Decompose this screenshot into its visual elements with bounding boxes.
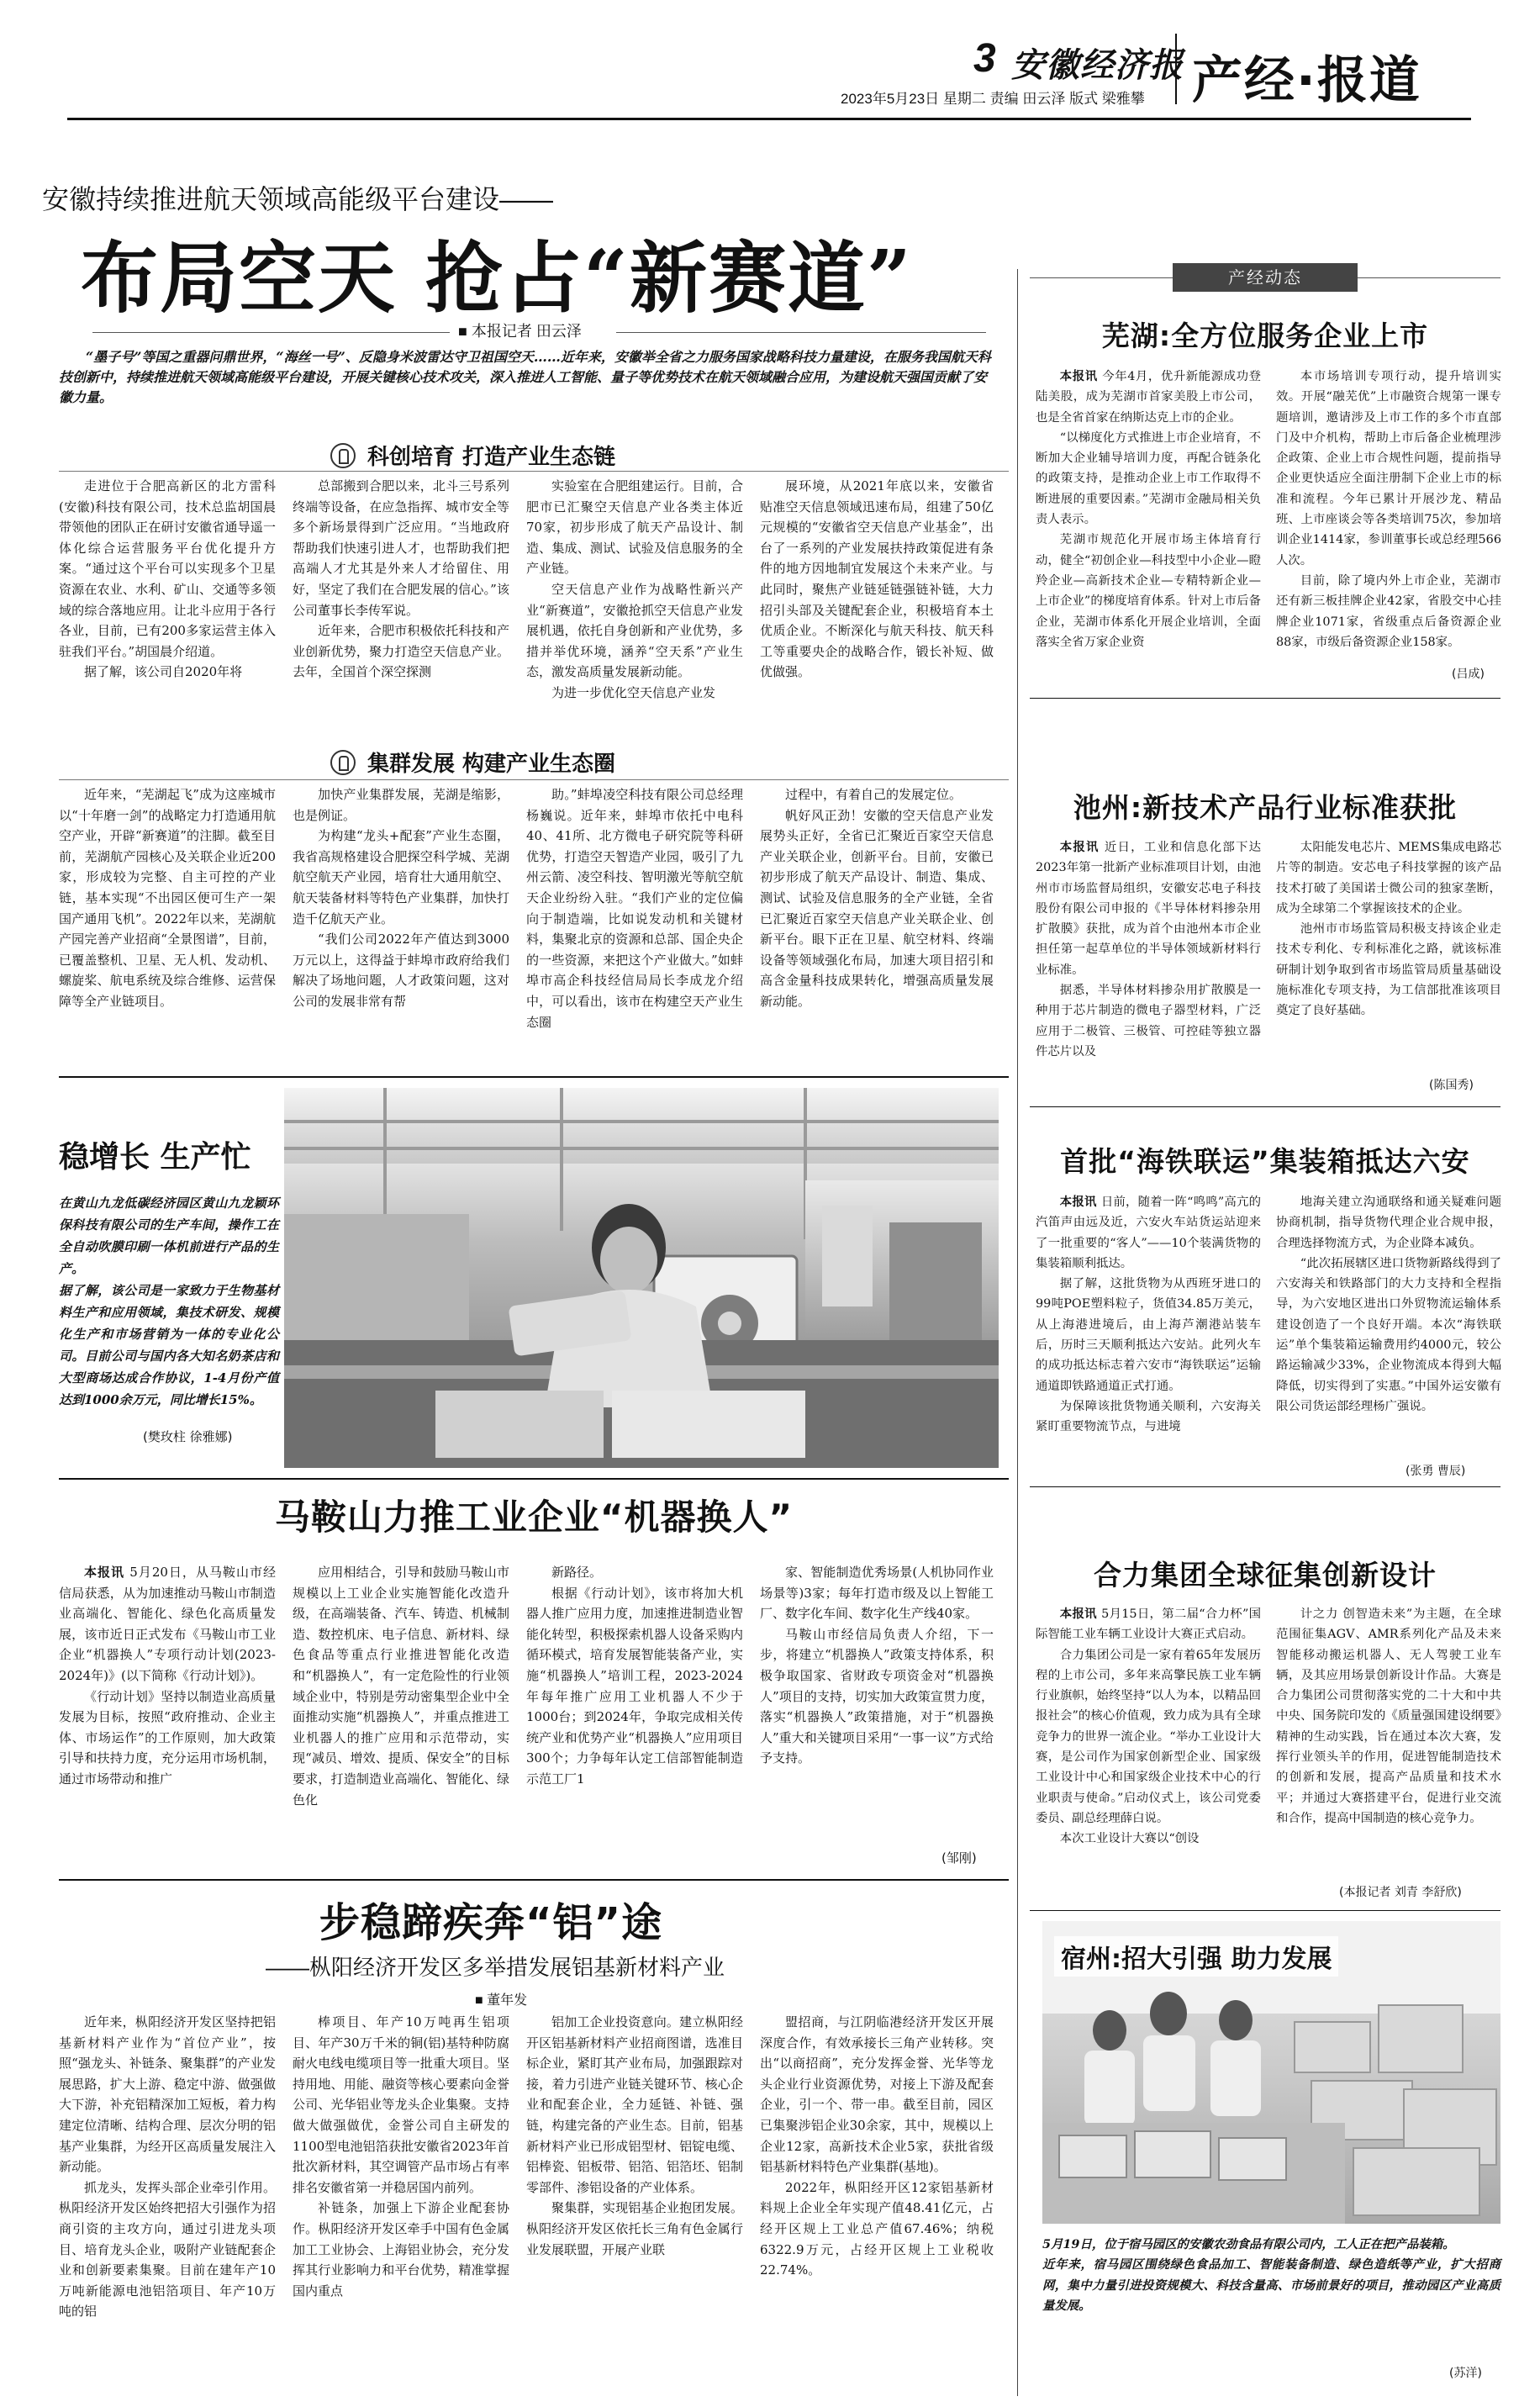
paragraph: 根据《行动计划》，该市将加大机器人推广应用力度，加速推进制造业智能化转型，积极探索机器人设备采购内循环模式，培育发展智能装备产业，实施“机器换人”培训工程，2023-2024年每年推广应用工业机器人不少于1000台；到2024年，争取完成相关传统产业和优势产业“机器换人”应用项目300个；力争每年认定工信部智能制造示范工厂1 bbox=[526, 1585, 743, 1787]
paragraph: 本报讯 近日，工业和信息化部下达2023年第一批新产业标准项目计划，由池州市市场监督局组织，安徽安芯电子科技股份有限公司申报的《半导体材料掺杂用扩散膜》获批，成为首个由池州本市企业担任第一起草单位的半导体领域新材料行业标准。 bbox=[1036, 841, 1261, 977]
wuhu-headline: 芜湖:全方位服务企业上市 bbox=[1101, 319, 1429, 352]
paragraph: 补链条，加强上下游企业配套协作。枞阳经济开发区牵手中国有色金属加工工业协会、上海铝业协会，充分发挥其行业影响力和平台优势，精准掌握国内重点 bbox=[293, 2200, 509, 2299]
aluminum-byline: ■ 董年发 bbox=[475, 1993, 528, 2008]
aluminum-col-2 bbox=[293, 2012, 509, 2399]
haitie-headline: 首批“海铁联运”集装箱抵达六安 bbox=[1060, 1145, 1470, 1178]
top-sci-col-2 bbox=[293, 476, 509, 723]
aluminum-col-1 bbox=[59, 2012, 276, 2399]
paragraph: 抓龙头，发挥头部企业牵引作用。枞阳经济开发区始终把招大引强作为招商引资的主攻方向，通过引进龙头项目、培育龙头企业，吸附产业链配套企业和创新要素集聚。目前在建年产10万吨新能源电池铝箔项目、年产10万吨的铝 bbox=[59, 2179, 276, 2320]
top-lead: “墨子号”等国之重器问鼎世界，“海丝一号”、反隐身米波雷达守卫祖国空天……近年来，安徽举全省之力服务国家战略科技力量建设，在服务我国航天科技创新中，持续推进航天领域高能级平台建设，开展关键核心技术攻关，深入推进人工智能、量子等优势技术在航天领域融合应用，为建设航天强国贡献了安徽力量。 bbox=[59, 349, 991, 405]
hefei-credit: (本报记者 刘青 李舒欣) bbox=[1339, 1886, 1462, 1899]
aluminum-headline: 步稳蹄疾奔“铝”途 bbox=[319, 1899, 663, 1946]
factory-photo bbox=[284, 1088, 999, 1468]
paragraph: 实验室在合肥组建运行。目前，合肥市已汇聚空天信息产业各类主体近70家，初步形成了航天产品设计、制造、集成、测试、试验及信息服务的全产业链。 bbox=[526, 478, 743, 577]
paragraph: “此次拓展辖区进口货物新路线得到了六安海关和铁路部门的大力支持和全程指导，为六安地区进出口外贸物流运输体系建设创造了一个良好开端。本次“海铁联运”单个集装箱运输费用约4000元，较公路运输减少33%，企业物流成本得到大幅降低，切实得到了实惠。”中国外运安徽有限公司货运部经理杨广强说。 bbox=[1276, 1256, 1501, 1413]
masthead bbox=[0, 0, 1540, 118]
paragraph: 近年来，“芜湖起飞”成为这座城市以“十年磨一剑”的战略定力打造通用航空产业，开辟“新赛道”的注脚。截至目前，芜湖航产园核心及关联企业近200家，形成较为完整、自主可控的产业链，基本实现“不出园区便可生产一架国产通用飞机”。2022年以来，芜湖航产园完善产业招商“全景图谱”，目前，已覆盖整机、卫星、无人机、发动机、螺旋桨、航电系统及综合维修、运营保障等全产业链项目。 bbox=[59, 787, 276, 1009]
suzhou-credit: (苏洋) bbox=[1449, 2367, 1482, 2380]
paragraph: 本报讯 5月20日，从马鞍山市经信局获悉，从为加速推动马鞍山市制造业高端化、智能化、绿色化高质量发展，该市近日正式发布《马鞍山市工业企业“机器换人”专项行动计划(2023-2024年)》(以下简称《行动计划》)。 bbox=[59, 1565, 276, 1683]
top-cluster-col-1 bbox=[59, 784, 276, 1053]
haitie-col-2 bbox=[1276, 1192, 1501, 1460]
page-number: 3 bbox=[973, 36, 996, 81]
paragraph: 近年来，宿马园区围绕绿色食品加工、智能装备制造、绿色造纸等产业，扩大招商网，集中力量引进投资规模大、科技含量高、市场前景好的项目，推动园区产业高质量发展。 bbox=[1042, 2257, 1500, 2313]
paragraph: 近年来，枞阳经济开发区坚持把铝基新材料产业作为“首位产业”，按照“强龙头、补链条、聚集群”的产业发展思路，扩大上游、稳定中游、做强做大下游，补充铝精深加工短板，着力构建定位清晰、结构合理、层次分明的铝基产业集群，为经开区高质量发展注入新动能。 bbox=[59, 2014, 276, 2175]
paragraph: 5月19日，位于宿马园区的安徽农劲食品有限公司内，工人正在把产品装箱。 bbox=[1042, 2237, 1455, 2251]
top-byline: ■ 本报记者 田云泽 bbox=[458, 323, 582, 340]
aluminum-col-3 bbox=[526, 2012, 743, 2399]
top-sci-col-3 bbox=[526, 476, 743, 723]
paragraph: 2022年，枞阳经开区12家铝基新材料规上企业全年实现产值48.41亿元，占经开区规上工业总产值67.46%；纳税6322.9万元，占经开区规上工业税收22.74%。 bbox=[760, 2179, 994, 2278]
top-sci-col-4 bbox=[760, 476, 994, 723]
haitie-col-1 bbox=[1036, 1192, 1261, 1478]
paragraph: “以梯度化方式推进上市企业培育，不断加大企业辅导培训力度，再配合链条化的政策支持，是推动企业上市工作取得不断进展的重要因素。”芜湖市金融局相关负责人表示。 bbox=[1036, 430, 1261, 527]
news-tag: 产经动态 bbox=[1173, 263, 1358, 292]
hefei-headline: 合力集团全球征集创新设计 bbox=[1094, 1559, 1437, 1591]
paragraph: 地海关建立沟通联络和通关疑难问题协商机制，指导货物代理企业合规申报，合理选择物流方式，为企业降本减负。 bbox=[1276, 1196, 1501, 1250]
paragraph: 棒项目、年产10万吨再生铝项目、年产30万千米的铜(铝)基特种防腐耐火电线电缆项目等一批重大项目。坚持用地、用能、融资等核心要素向金誉公司、光华铝业等龙头企业集聚。支持做大做强做优，金誉公司自主研发的1100型电池铝箔获批安徽省2023年首批次新材料，其空调管产品市场占有率排名安徽省第一并稳居国内前列。 bbox=[293, 2014, 509, 2195]
maanshan-col-4 bbox=[760, 1562, 994, 1846]
top-kicker: 安徽持续推进航天领域高能级平台建设—— bbox=[42, 184, 554, 214]
paragraph: 计之力 创智造未来”为主题，在全球范围征集AGV、AMR系列化产品及未来智能移动搬运机器人、无人驾驶工业车辆，及其应用场景创新设计作品。大赛是合力集团公司贯彻落实党的二十大和中共中央、国务院印发的《质量强国建设纲要》精神的生动实践，旨在通过本次大赛，发挥行业领头羊的作用，促进智能制造技术的创新和发展，提高产品质量和技术水平；并通过大赛搭建平台，促进行业交流和合作，提高中国制造的核心竞争力。 bbox=[1276, 1607, 1501, 1825]
photo-story-caption bbox=[59, 1192, 279, 1411]
top-sci-col-1 bbox=[59, 476, 276, 723]
paragraph: 聚集群，实现铝基企业抱团发展。枞阳经济开发区依托长三角有色金属行业发展联盟，开展产业联 bbox=[526, 2200, 743, 2257]
paragraph: 帆好风正劲！安徽的空天信息产业发展势头正好，全省已汇聚近百家空天信息产业关联企业，创新平台。目前，安徽已初步形成了航天产品设计、制造、集成、测试、试验及信息服务的全产业链，全省已汇聚近百家空天信息产业关联企业、创新平台。眼下正在卫星、航空材料、终端设备等领域强化布局，加速大项目招引和高含金量科技成果转化，增强高质量发展新动能。 bbox=[760, 807, 994, 1009]
maanshan-col-2 bbox=[293, 1562, 509, 1873]
suzhou-caption bbox=[1042, 2235, 1500, 2316]
paragraph: 过程中，有着自己的发展定位。 bbox=[785, 787, 962, 802]
paragraph: 据了解，该公司自2020年将 bbox=[84, 664, 243, 680]
paragraph: 合力集团公司是一家有着65年发展历程的上市公司，多年来高擎民族工业车辆行业旗帜，始终坚持“以人为本，以精品回报社会”的核心价值观，致力成为具有全球竞争力的世界一流企业。“举办工业设计大赛，是公司作为国家创新型企业、国家级工业设计中心和国家级企业技术中心的行业职责与使命。”启动仪式上，该公司党委委员、副总经理薛白说。 bbox=[1036, 1648, 1261, 1825]
section-icon bbox=[330, 750, 356, 775]
paragraph: 本市场培训专项行动，提升培训实效。开展“融芜优”上市融资合规第一课专题培训，邀请涉及上市工作的多个市直部门及中介机构，帮助上市后备企业梳理涉企政策、企业上市合规性问题，提前指导企业更快适应全面注册制下企业上市的标准和流程。今年已累计开展沙龙、精品班、上市座谈会等各类培训75次，参加培训企业1414家，参训董事长或总经理566人次。 bbox=[1276, 370, 1501, 567]
paragraph: 新路径。 bbox=[551, 1565, 603, 1580]
hefei-col-2 bbox=[1276, 1604, 1501, 1882]
paragraph: 近年来，合肥市积极依托科技和产业创新优势，聚力打造空天信息产业。去年，全国首个深空探测 bbox=[293, 623, 509, 680]
maanshan-headline: 马鞍山力推工业企业“机器换人” bbox=[274, 1496, 794, 1538]
paper-name: 安徽经济报 bbox=[1011, 45, 1184, 85]
paragraph: 太阳能发电芯片、MEMS集成电路芯片等的制造。安芯电子科技掌握的该产品技术打破了美国诺士微公司的独家垄断，成为全球第二个掌握该技术的企业。 bbox=[1276, 841, 1501, 916]
photo-story-title: 稳增长 生产忙 bbox=[59, 1140, 251, 1174]
paragraph: 总部搬到合肥以来，北斗三号系列终端等设备，在应急指挥、城市安全等多个新场景得到广泛应用。“当地政府帮助我们快速引进人才，也帮助我们把高端人才尤其是外来人才给留住、用好，坚定了我们在合肥发展的信心。”该公司董事长李传军说。 bbox=[293, 478, 509, 618]
aluminum-col-4 bbox=[760, 2012, 994, 2399]
paragraph: 加快产业集群发展，芜湖是缩影，也是例证。 bbox=[293, 787, 509, 823]
chizhou-headline: 池州:新技术产品行业标准获批 bbox=[1073, 791, 1458, 824]
paragraph: 池州市市场监管局积极支持该企业走技术专利化、专利标准化之路，就该标准研制计划争取到省市场监管局质量基础设施标准化专项支持，为工信部批准该项目奠定了良好基础。 bbox=[1276, 922, 1501, 1018]
paragraph: 盟招商，与江阴临港经济开发区开展深度合作，有效承接长三角产业转移。突出“以商招商”，充分发挥金誉、光华等龙头企业行业资源优势，对接上下游及配套企业，引一个、带一串。截至目前，园区已集聚涉铝企业30余家，其中，规模以上企业12家，高新技术企业5家，获批省级铝基新材料特色产业集群(基地)。 bbox=[760, 2014, 994, 2175]
paragraph: 走进位于合肥高新区的北方雷科(安徽)科技有限公司，技术总监胡国晨带领他的团队正在研讨安徽省通导遥一体化综合运营服务平台优化提升方案。“通过这个平台可以实现多个卫星资源在农业、水利、矿山、交通等多领域的综合落地应用。让北斗应用于各行各业，目前，已有200多家运营主体入驻我们平台。”胡国晨介绍道。 bbox=[59, 478, 276, 659]
factory-photo-svg bbox=[284, 1088, 999, 1468]
paragraph: 马鞍山市经信局负责人介绍，下一步，将建立“机器换人”政策支持体系，积极争取国家、省财政专项资金对“机器换人”项目的支持，切实加大政策宣贯力度，落实“机器换人”政策措施，对于“机器换人”重大和关键项目采用“一事一议”方式给予支持。 bbox=[760, 1626, 994, 1766]
paragraph: 据悉，半导体材料掺杂用扩散膜是一种用于芯片制造的微电子器型材料，广泛应用于二极管、三极管、可控硅等独立器件芯片以及 bbox=[1036, 984, 1261, 1058]
chizhou-col-1 bbox=[1036, 837, 1261, 1098]
paragraph: 在黄山九龙低碳经济园区黄山九龙颖环保科技有限公司的生产车间，操作工在全自动吹膜印刷一体机前进行产品的生产。 bbox=[59, 1196, 279, 1276]
paragraph: 铝加工企业投资意向。建立枞阳经开区铝基新材料产业招商图谱，选准目标企业，紧盯其产业布局，加强跟踪对接，着力引进产业链关键环节、核心企业和配套企业，全力延链、补链、强链，构建完备的产业生态。目前，铝基新材料产业已形成铝型材、铝锭电缆、铝棒瓷、铝板带、铝箔、铝箔坯、铝制零部件、渗铝设备的产业体系。 bbox=[526, 2014, 743, 2195]
suzhou-headline: 宿州:招大引强 助力发展 bbox=[1054, 1936, 1338, 1977]
chizhou-col-2 bbox=[1276, 837, 1501, 1069]
paragraph: 据了解，这批货物为从西班牙进口的99吨POE塑料粒子，货值34.85万美元，从上海港进境后，由上海芦潮港站装车后，历时三天顺利抵达六安站。此列火车的成功抵达标志着六安市“海铁联运”运输通道即铁路通道正式打通。 bbox=[1036, 1277, 1261, 1393]
paragraph: 助。”蚌埠凌空科技有限公司总经理杨巍说。近年来，蚌埠市依托中电科40、41所、北方微电子研究院等科研优势，打造空天智造产业园，吸引了九州云箭、凌空科技、智明激光等航空航天企业纷纷入驻。“我们产业的定位偏向于制造端，比如说发动机和关键材料，集聚北京的资源和总部、国企央企的一些资源，来把这个产业做大。”如蚌埠市高企科技经信局局长李成龙介绍中，可以看出，该市在构建空天产业生态圈 bbox=[526, 787, 743, 1030]
paragraph: 为构建“龙头+配套”产业生态圈，我省高规格建设合肥探空科学城、芜湖航空航天产业园，培育壮大通用航空、航天装备材料等特色产业集群，加快打造千亿航天产业。 bbox=[293, 828, 509, 926]
paragraph: 芜湖市规范化开展市场主体培育行动，健全“初创企业—科技型中小企业—瞪羚企业—高新技术企业—专精特新企业—上市企业”的梯度培育体系。针对上市后备企业，芜湖市体系化开展企业培训，全面落实全省万家企业资 bbox=[1036, 533, 1261, 649]
subhead-sci: 科创培育 打造产业生态链 bbox=[330, 440, 615, 471]
hefei-col-1 bbox=[1036, 1604, 1261, 1905]
paragraph: 展环境，从2021年底以来，安徽省贴准空天信息领域迅速布局，组建了50亿元规模的“安徽省空天信息产业基金”，出台了一系列的产业发展扶持政策促进有条件的地方因地制宜发展这个未来产业。与此同时，聚焦产业链延链强链补链，大力招引头部及关键配套企业，积极培育本土优质企业。不断深化与航天科技、航天科工等重要央企的战略合作，锻长补短、做优做强。 bbox=[760, 478, 994, 680]
haitie-credit: (张勇 曹辰) bbox=[1406, 1465, 1466, 1478]
photo-story-credit: (樊玫柱 徐雅娜) bbox=[143, 1429, 233, 1444]
paragraph: 目前，除了境内外上市企业，芜湖市还有新三板挂牌企业42家，省股交中心挂牌企业1071家，省级重点后备资源企业88家，市级后备资源企业158家。 bbox=[1276, 573, 1501, 649]
wuhu-col-1 bbox=[1036, 367, 1261, 688]
dateline: 2023年5月23日 星期二 责编 田云泽 版式 梁雅攀 bbox=[841, 91, 1145, 107]
suzhou-photo bbox=[1042, 1921, 1500, 2224]
paragraph: 为进一步优化空天信息产业发 bbox=[551, 684, 716, 700]
paragraph: 《行动计划》坚持以制造业高质量发展为目标，按照“政府推动、企业主体、市场运作”的工作原则，加大政策引导和扶持力度，充分运用市场机制，通过市场带动和推广 bbox=[59, 1688, 276, 1787]
top-headline: 布局空天 抢占“新赛道” bbox=[81, 233, 913, 324]
paragraph: 本报讯 今年4月，优升新能源成功登陆美股，成为芜湖市首家美股上市公司，也是全省首家在纳斯达克上市的企业。 bbox=[1036, 370, 1261, 425]
maanshan-col-3 bbox=[526, 1562, 743, 1873]
paragraph: 应用相结合，引导和鼓励马鞍山市规模以上工业企业实施智能化改造升级，在高端装备、汽车、铸造、机械制造、数控机床、电子信息、新材料、绿色食品等重点行业推进智能化改造和“机器换人”，有一定危险性的行业领域企业中，特别是劳动密集型企业中全面推动实施“机器换人”，并重点推进工业机器人的推广应用和示范带动，实现“减员、增效、提质、保安全”的目标要求，打造制造业高端化、智能化、绿色化 bbox=[293, 1565, 509, 1808]
subhead-cluster: 集群发展 构建产业生态圈 bbox=[330, 747, 615, 778]
paragraph: 据了解，该公司是一家致力于生物基材料生产和应用领域，集技术研发、规模化生产和市场营销为一体的专业化公司。目前公司与国内各大知名奶茶店和大型商场达成合作协议，1-4月份产值达到1000余万元，同比增长15%。 bbox=[59, 1283, 279, 1407]
section-title: 产经·报道 bbox=[1192, 51, 1421, 110]
paragraph: 本报讯 日前，随着一阵“鸣鸣”高亢的汽笛声由远及近，六安火车站货运站迎来了一批重要的“客人”——10个装满货物的集装箱顺利抵达。 bbox=[1036, 1196, 1261, 1270]
chizhou-credit: (陈国秀) bbox=[1429, 1079, 1474, 1092]
top-cluster-col-2 bbox=[293, 784, 509, 1053]
top-cluster-col-4 bbox=[760, 784, 994, 1053]
paragraph: “我们公司2022年产值达到3000万元以上，这得益于蚌埠市政府给我们解决了场地问题，人才政策问题，这对公司的发展非常有帮 bbox=[293, 932, 509, 1009]
wuhu-credit: (吕成) bbox=[1452, 668, 1485, 681]
paragraph: 家、智能制造优秀场景(人机协同作业场景等)3家；每年打造市级及以上智能工厂、数字化车间、数字化生产线40家。 bbox=[760, 1565, 994, 1622]
maanshan-credit: (邹刚) bbox=[941, 1850, 977, 1866]
section-icon bbox=[330, 443, 356, 468]
paragraph: 为保障该批货物通关顺利，六安海关紧盯重要物流节点，与进境 bbox=[1036, 1399, 1261, 1434]
paragraph: 空天信息产业作为战略性新兴产业“新赛道”，安徽抢抓空天信息产业发展机遇，依托自身创新和产业优势，多措并举优环境，涵养“空天系”产业生态，激发高质量发展新动能。 bbox=[526, 581, 743, 680]
wuhu-col-2 bbox=[1276, 367, 1501, 659]
maanshan-col-1 bbox=[59, 1562, 276, 1873]
paragraph: 本次工业设计大赛以“创设 bbox=[1059, 1832, 1200, 1846]
paragraph: 本报讯 5月15日，第二届“合力杯”国际智能工业车辆工业设计大赛正式启动。 bbox=[1036, 1607, 1261, 1642]
aluminum-subhead: ——枞阳经济开发区多举措发展铝基新材料产业 bbox=[266, 1955, 725, 1980]
top-cluster-col-3 bbox=[526, 784, 743, 1053]
